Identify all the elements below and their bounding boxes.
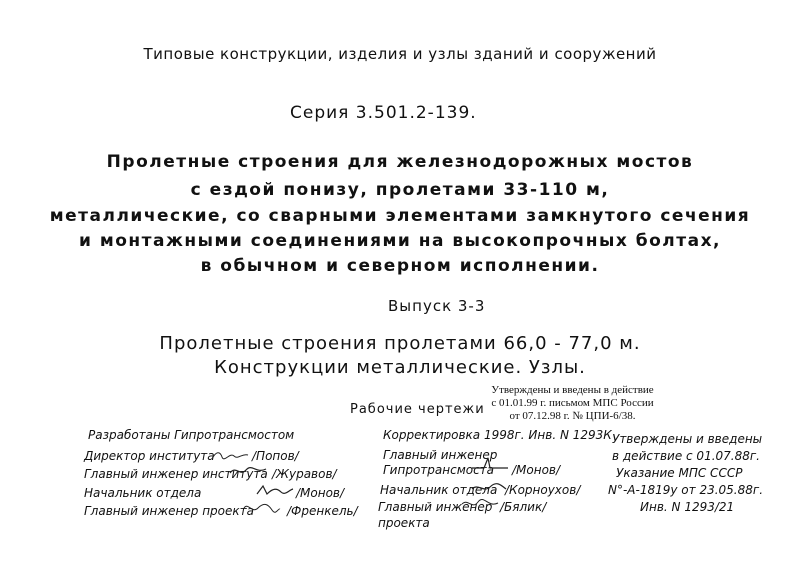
stamp-line: от 07.12.98 г. № ЦПИ-6/38. (509, 410, 636, 422)
approval-line: Указание МПС СССР (616, 466, 743, 480)
signature-icon (255, 484, 295, 496)
stamp-line: с 01.01.99 г. письмом МПС России (491, 397, 654, 409)
person-name: /Монов/ (512, 463, 561, 477)
series-number: Серия 3.501.2-139. (290, 103, 477, 123)
role-label: Директор института (84, 449, 215, 463)
person-name: /Монов/ (296, 486, 345, 500)
subtitle-line: Конструкции металлические. Узлы. (214, 357, 586, 378)
signature-icon (470, 458, 510, 470)
role-label: Главный инженер (383, 448, 498, 462)
title-line: с ездой понизу, пролетами 33-110 м, (190, 180, 610, 200)
header-text: Типовые конструкции, изделия и узлы зданий и сооружений (143, 45, 657, 63)
signature-icon (210, 449, 250, 461)
approval-line: Утверждены и введены (612, 432, 763, 446)
role-label: Главный инженер института (84, 467, 268, 481)
person-name: /Журавов/ (272, 467, 337, 481)
approval-line: Инв. N 1293/21 (640, 500, 735, 514)
person-name: /Френкель/ (287, 504, 358, 518)
subtitle-line: Пролетные строения пролетами 66,0 - 77,0 м. (159, 333, 641, 354)
role-label: проекта (378, 516, 430, 530)
title-line: металлические, со сварными элементами замкнутого сечения (49, 206, 751, 226)
signature-icon (460, 498, 500, 510)
signature-icon (242, 502, 282, 514)
issue-number: Выпуск 3-3 (388, 297, 486, 315)
role-label: Главный инженер проекта (84, 504, 254, 518)
developed-by: Разработаны Гипротрансмостом (88, 428, 295, 442)
role-label: Начальник отдела (380, 483, 498, 497)
working-drawings-label: Рабочие чертежи (350, 402, 485, 417)
approval-stamp (480, 384, 665, 423)
role-label: Гипротрансмоста (383, 463, 495, 477)
approval-line: N°-А-1819у от 23.05.88г. (608, 483, 764, 497)
signature-icon (228, 465, 268, 477)
title-line: Пролетные строения для железнодорожных мостов (106, 152, 694, 172)
title-line: и монтажными соединениями на высокопрочных болтах, (79, 231, 721, 251)
approval-line: в действие с 01.07.88г. (612, 449, 760, 463)
person-name: /Корноухов/ (505, 483, 581, 497)
role-label: Главный инженер (378, 500, 493, 514)
person-name: /Бялик/ (500, 500, 547, 514)
correction-note: Корректировка 1998г. Инв. N 1293К (383, 428, 612, 442)
role-label: Начальник отдела (84, 486, 202, 500)
title-line: в обычном и северном исполнении. (200, 256, 600, 276)
signature-icon (470, 481, 510, 493)
stamp-line: Утверждены и введены в действие (491, 384, 654, 396)
person-name: /Попов/ (252, 449, 299, 463)
